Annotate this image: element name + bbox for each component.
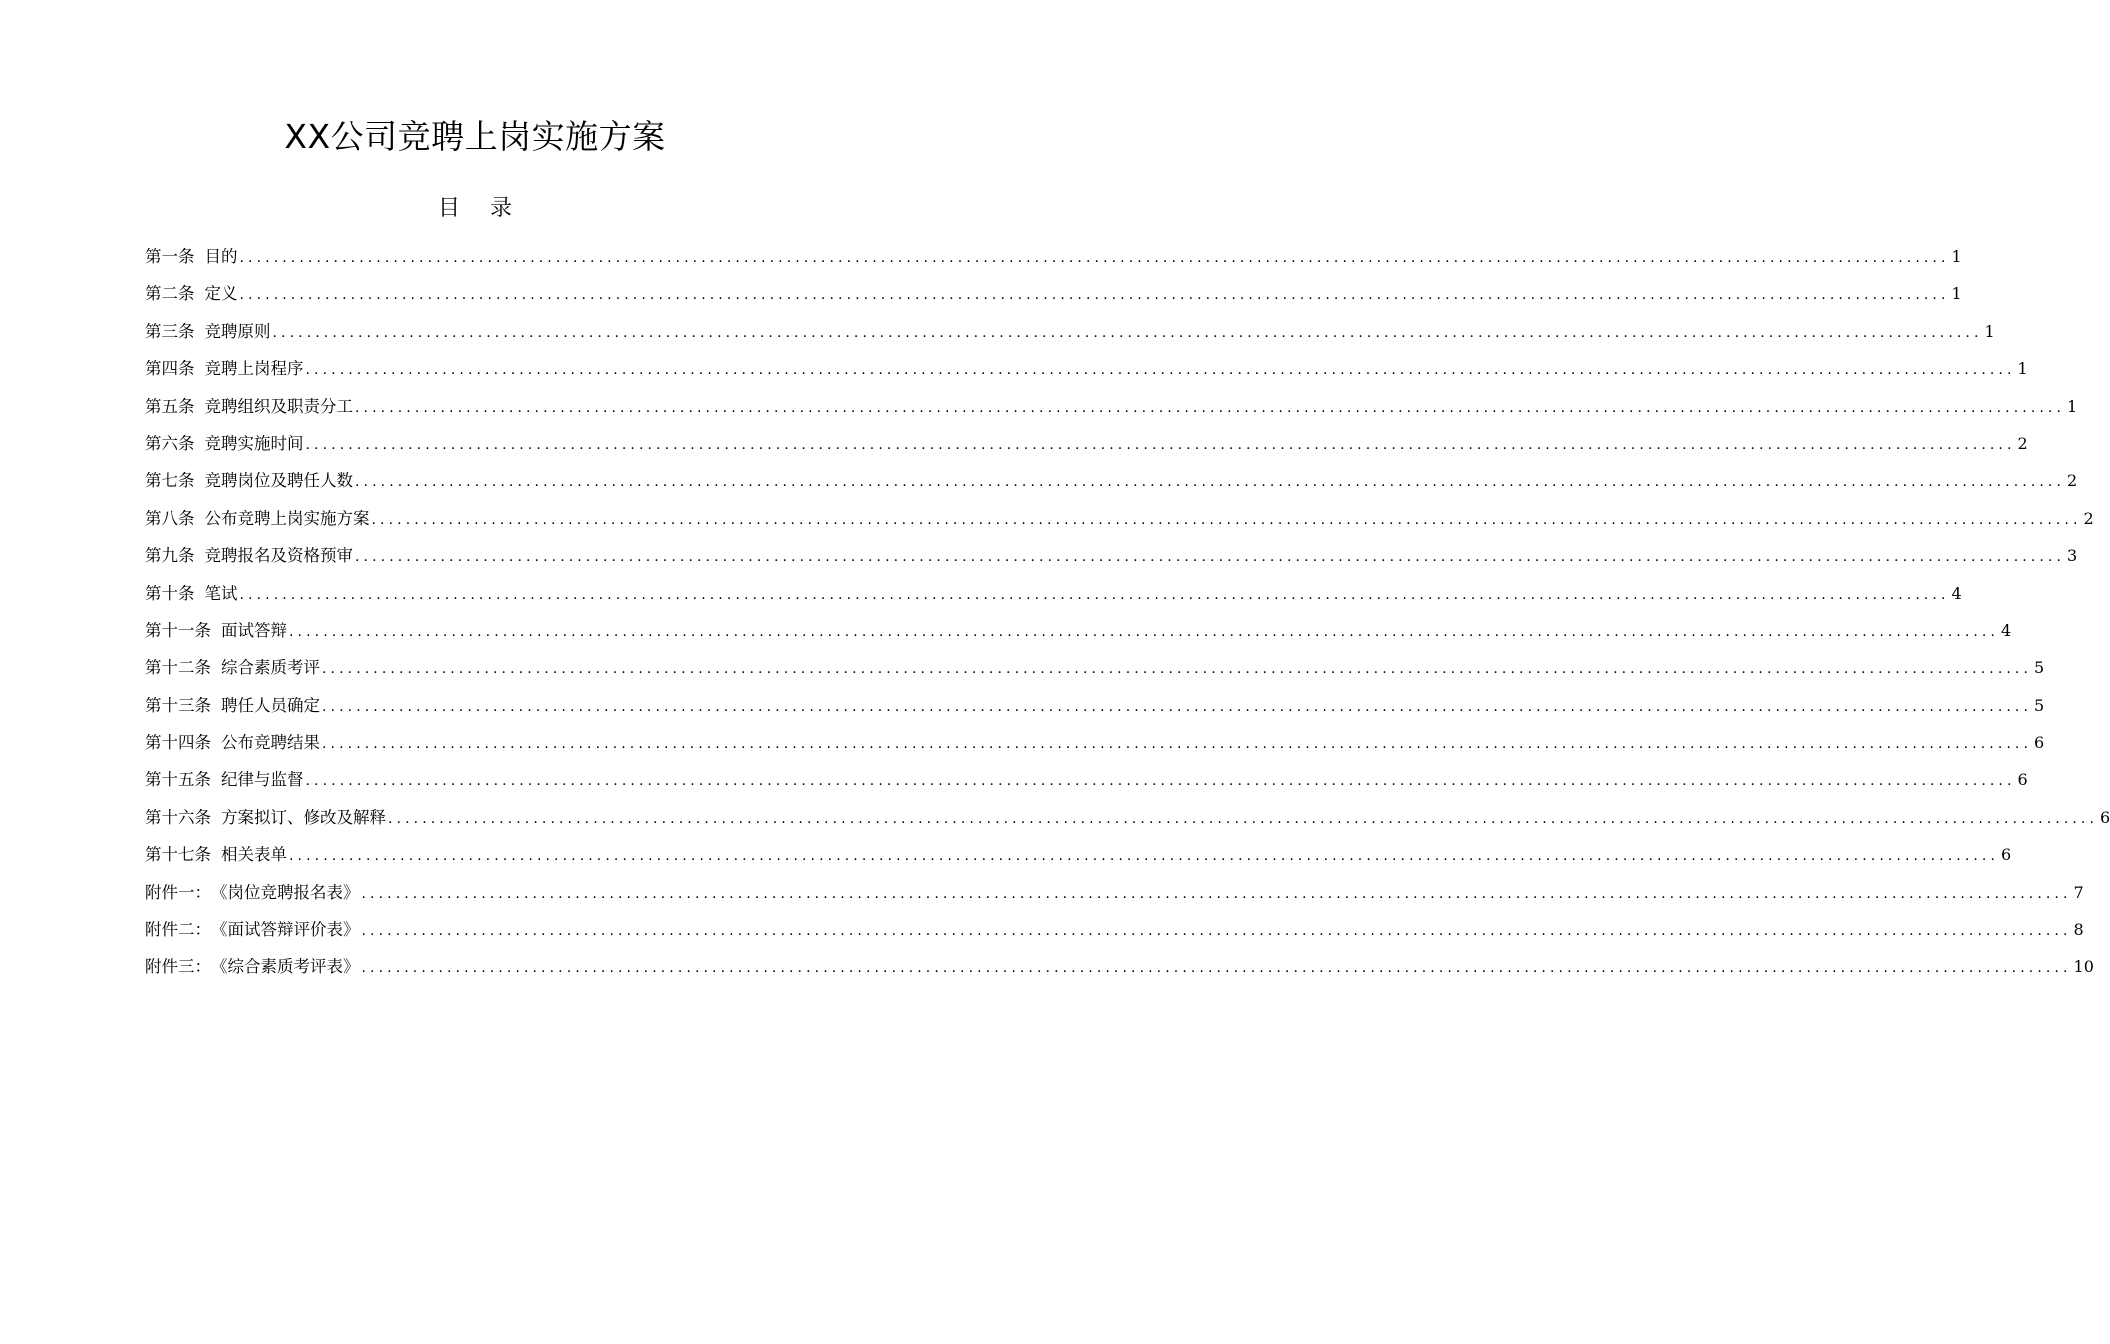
- toc-entry[interactable]: [145, 575, 1962, 612]
- toc-article-number: 第十六条: [145, 807, 211, 827]
- toc-page-number: 6: [2034, 733, 2045, 753]
- toc-entry[interactable]: [145, 350, 2028, 387]
- toc-page-number: 10: [2073, 957, 2094, 977]
- toc-page-number: 1: [1951, 247, 1962, 266]
- toc-appendix-entry[interactable]: [145, 948, 2094, 985]
- toc-article-number: 第八条: [145, 508, 195, 528]
- toc-article-number: 第九条: [145, 546, 195, 566]
- toc-entry[interactable]: [145, 537, 2078, 574]
- toc-article-number: 第五条: [145, 396, 195, 416]
- toc-article-number: 第四条: [145, 359, 195, 379]
- toc-article-number: 第十二条: [145, 658, 211, 678]
- toc-page-number: 2: [2083, 508, 2094, 528]
- toc-entry[interactable]: [145, 238, 1962, 275]
- toc-leader-dots: ........................................................................................................................................................................................................: [355, 549, 2066, 566]
- toc-entry[interactable]: [145, 388, 2078, 425]
- toc-page-number: 1: [2017, 359, 2028, 379]
- toc-entry-title: 竞聘上岗程序: [204, 359, 304, 379]
- toc-leader-dots: ........................................................................................................................................................................................................: [355, 474, 2066, 491]
- toc-heading: 目录: [437, 196, 542, 221]
- toc-appendix-title: 《面试答辩评价表》: [211, 920, 360, 940]
- toc-appendix-entry[interactable]: [145, 911, 2084, 948]
- toc-entry[interactable]: [145, 275, 1962, 312]
- toc-entry-title: 竞聘组织及职责分工: [204, 396, 353, 416]
- toc-page-number: 1: [2067, 396, 2078, 416]
- toc-entry[interactable]: [145, 799, 2110, 836]
- toc-entry-title: 面试答辩: [221, 620, 287, 640]
- toc-article-number: 第十五条: [145, 770, 211, 790]
- document-title: XX公司竞聘上岗实施方案: [284, 117, 666, 156]
- toc-page-number: 8: [2073, 920, 2084, 940]
- toc-appendix-label: 附件三：: [145, 957, 211, 977]
- toc-entry-title: 纪律与监督: [221, 770, 304, 790]
- toc-leader-dots: ........................................................................................................................................................................................................: [322, 698, 2033, 715]
- toc-entry-title: 公布竞聘结果: [221, 733, 320, 753]
- toc-entry-title: 公布竞聘上岗实施方案: [204, 508, 370, 528]
- toc-entry-title: 笔试: [204, 583, 238, 603]
- toc-leader-dots: ........................................................................................................................................................................................................: [322, 661, 2033, 678]
- toc-leader-dots: ........................................................................................................................................................................................................: [289, 623, 2000, 640]
- toc-page-number: 7: [2073, 882, 2084, 902]
- toc-article-number: 第十四条: [145, 733, 211, 753]
- toc-entry[interactable]: [145, 687, 2045, 724]
- table-of-contents: [145, 238, 2110, 986]
- toc-entry[interactable]: [145, 462, 2078, 499]
- toc-page-number: 1: [1984, 321, 1995, 341]
- toc-entry[interactable]: [145, 724, 2045, 761]
- toc-leader-dots: ........................................................................................................................................................................................................: [355, 399, 2066, 416]
- toc-leader-dots: ........................................................................................................................................................................................................: [305, 436, 2016, 453]
- toc-leader-dots: ........................................................................................................................................................................................................: [322, 736, 2033, 753]
- toc-entry[interactable]: [145, 836, 2012, 873]
- toc-article-number: 第十条: [145, 583, 195, 603]
- toc-appendix-title: 《岗位竞聘报名表》: [211, 882, 360, 902]
- toc-article-number: 第一条: [145, 247, 195, 266]
- toc-page-number: 4: [1951, 583, 1962, 603]
- toc-page-number: 2: [2017, 433, 2028, 453]
- toc-appendix-entry[interactable]: [145, 874, 2084, 911]
- toc-article-number: 第十七条: [145, 845, 211, 865]
- toc-entry[interactable]: [145, 761, 2028, 798]
- toc-page-number: 5: [2034, 658, 2045, 678]
- toc-appendix-label: 附件一：: [145, 882, 211, 902]
- toc-entry[interactable]: [145, 612, 2012, 649]
- toc-article-number: 第二条: [145, 284, 195, 304]
- toc-page-number: 3: [2067, 546, 2078, 566]
- toc-page-number: 4: [2001, 620, 2012, 640]
- toc-entry-title: 竞聘实施时间: [204, 433, 304, 453]
- toc-article-number: 第六条: [145, 433, 195, 453]
- toc-page-number: 6: [2001, 845, 2012, 865]
- toc-leader-dots: ........................................................................................................................................................................................................: [272, 324, 1983, 341]
- toc-appendix-label: 附件二：: [145, 920, 211, 940]
- toc-leader-dots: ........................................................................................................................................................................................................: [371, 511, 2082, 528]
- toc-article-number: 第十一条: [145, 620, 211, 640]
- toc-leader-dots: ........................................................................................................................................................................................................: [361, 885, 2072, 902]
- toc-entry-title: 方案拟订、修改及解释: [221, 807, 386, 827]
- toc-leader-dots: ........................................................................................................................................................................................................: [289, 848, 2000, 865]
- toc-entry-title: 综合素质考评: [221, 658, 320, 678]
- toc-entry-title: 目的: [204, 247, 238, 266]
- toc-entry-title: 定义: [204, 284, 238, 304]
- toc-page-number: 5: [2034, 695, 2045, 715]
- toc-page-number: 2: [2067, 471, 2078, 491]
- toc-article-number: 第七条: [145, 471, 195, 491]
- toc-leader-dots: ........................................................................................................................................................................................................: [239, 250, 1950, 266]
- toc-appendix-title: 《综合素质考评表》: [211, 957, 360, 977]
- toc-page-number: 6: [2017, 770, 2028, 790]
- toc-entry[interactable]: [145, 500, 2094, 537]
- toc-leader-dots: ........................................................................................................................................................................................................: [361, 923, 2072, 940]
- toc-entry-title: 竞聘报名及资格预审: [204, 546, 353, 566]
- toc-leader-dots: ........................................................................................................................................................................................................: [239, 586, 1950, 603]
- toc-article-number: 第三条: [145, 321, 195, 341]
- toc-entry[interactable]: [145, 425, 2028, 462]
- toc-entry-title: 相关表单: [221, 845, 287, 865]
- toc-page-number: 1: [1951, 284, 1962, 304]
- toc-page-number: 6: [2100, 807, 2110, 827]
- toc-entry-title: 聘任人员确定: [221, 695, 320, 715]
- toc-leader-dots: ........................................................................................................................................................................................................: [305, 362, 2016, 379]
- toc-leader-dots: ........................................................................................................................................................................................................: [239, 287, 1950, 304]
- toc-entry[interactable]: [145, 313, 1995, 350]
- toc-article-number: 第十三条: [145, 695, 211, 715]
- toc-entry-title: 竞聘岗位及聘任人数: [204, 471, 353, 491]
- toc-leader-dots: ........................................................................................................................................................................................................: [305, 773, 2016, 790]
- toc-leader-dots: ........................................................................................................................................................................................................: [388, 810, 2099, 827]
- toc-entry[interactable]: [145, 649, 2045, 686]
- toc-entry-title: 竞聘原则: [204, 321, 271, 341]
- toc-leader-dots: ........................................................................................................................................................................................................: [361, 960, 2072, 977]
